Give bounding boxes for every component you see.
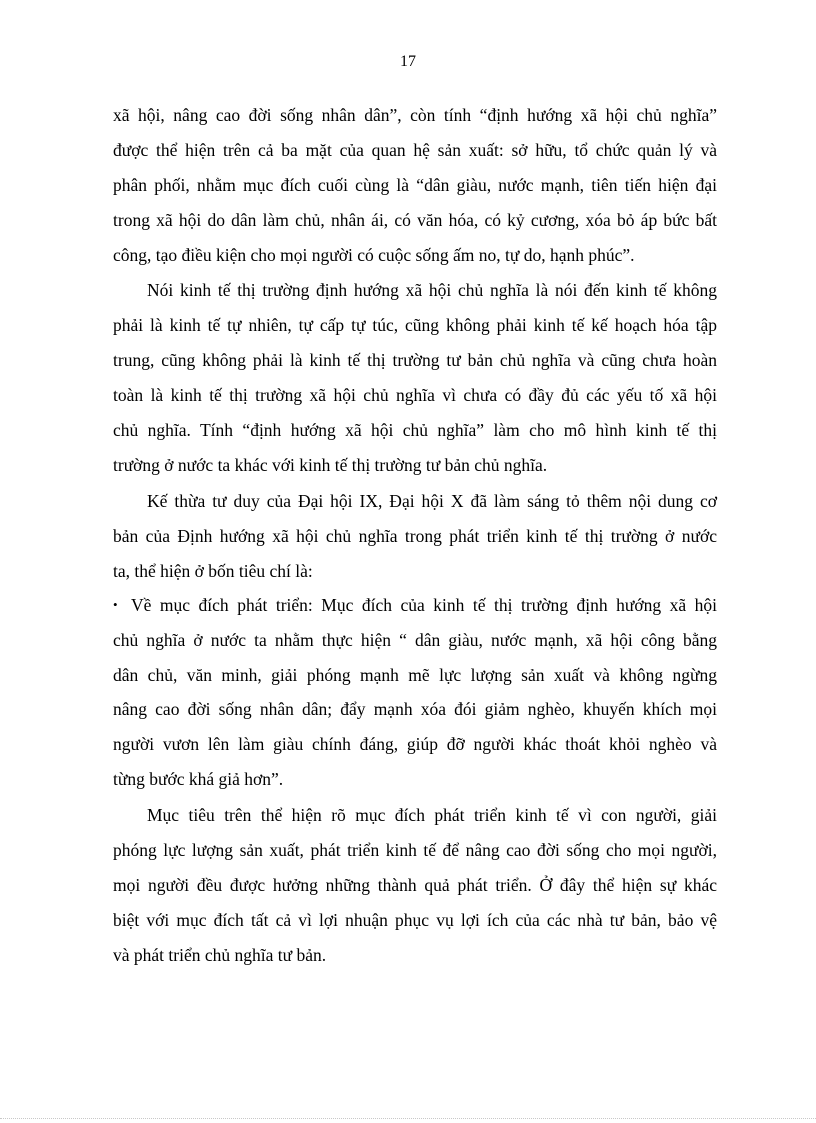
bullet-item-line: Về mục đích phát triển: Mục đích của kinh tế thị trường định hướng xã hội [131, 595, 717, 615]
paragraph-line: Kế thừa tư duy của Đại hội IX, Đại hội X đã làm sáng tỏ thêm nội dung cơ [147, 491, 717, 511]
paragraph-line: và phát triển chủ nghĩa tư bản. [113, 945, 327, 965]
paragraph-line: biệt với mục đích tất cả vì lợi nhuận phục vụ lợi ích của các nhà tư bản, bảo vệ [113, 910, 717, 930]
paragraph-line: trung, cũng không phải là kinh tế thị trường tư bản chủ nghĩa và cũng chưa hoàn [113, 350, 717, 370]
paragraph-line: dân chủ, văn minh, giải phóng mạnh mẽ lực lượng sản xuất và không ngừng [113, 665, 717, 685]
paragraph-line: phải là kinh tế tự nhiên, tự cấp tự túc, cũng không phải kinh tế kế hoạch hóa tập [113, 315, 717, 335]
paragraph-line: người vươn lên làm giàu chính đáng, giúp đỡ người khác thoát khỏi nghèo và [113, 734, 717, 754]
paragraph-line: được thể hiện trên cả ba mặt của quan hệ sản xuất: sở hữu, tổ chức quản lý và [113, 140, 717, 160]
paragraph-line: phóng lực lượng sản xuất, phát triển kinh tế để nâng cao đời sống cho mọi người, [113, 840, 717, 860]
paragraph-line: Nói kinh tế thị trường định hướng xã hội chủ nghĩa là nói đến kinh tế không [147, 280, 717, 300]
paragraph-line: bản của Định hướng xã hội chủ nghĩa trong phát triển kinh tế thị trường ở nước [113, 526, 717, 546]
paragraph-line: trong xã hội do dân làm chủ, nhân ái, có văn hóa, có kỷ cương, xóa bỏ áp bức bất [113, 210, 717, 230]
paragraph-line: chủ nghĩa. Tính “định hướng xã hội chủ nghĩa” làm cho mô hình kinh tế thị [113, 420, 717, 440]
page-number: 17 [400, 53, 416, 70]
paragraph-line: Mục tiêu trên thể hiện rõ mục đích phát triển kinh tế vì con người, giải [147, 805, 717, 825]
paragraph-line: từng bước khá giả hơn”. [113, 769, 284, 789]
bullet-icon: • [113, 597, 118, 612]
paragraph-line: chủ nghĩa ở nước ta nhằm thực hiện “ dân giàu, nước mạnh, xã hội công bằng [113, 630, 717, 650]
paragraph-line: ta, thể hiện ở bốn tiêu chí là: [113, 561, 313, 581]
paragraph-line: xã hội, nâng cao đời sống nhân dân”, còn tính “định hướng xã hội chủ nghĩa” [113, 105, 717, 125]
paragraph-line: mọi người đều được hưởng những thành quả phát triển. Ở đây thể hiện sự khác [113, 875, 717, 895]
paragraph-line: phân phối, nhằm mục đích cuối cùng là “dân giàu, nước mạnh, tiên tiến hiện đại [113, 175, 717, 195]
page-bottom-divider [0, 1118, 816, 1119]
paragraph-line: toàn là kinh tế thị trường xã hội chủ nghĩa vì chưa có đầy đủ các yếu tố xã hội [113, 385, 717, 405]
paragraph-line: công, tạo điều kiện cho mọi người có cuộc sống ấm no, tự do, hạnh phúc”. [113, 245, 635, 265]
paragraph-line: nâng cao đời sống nhân dân; đẩy mạnh xóa đói giảm nghèo, khuyến khích mọi [113, 699, 717, 719]
paragraph-line: trường ở nước ta khác với kinh tế thị trường tư bản chủ nghĩa. [113, 455, 548, 475]
